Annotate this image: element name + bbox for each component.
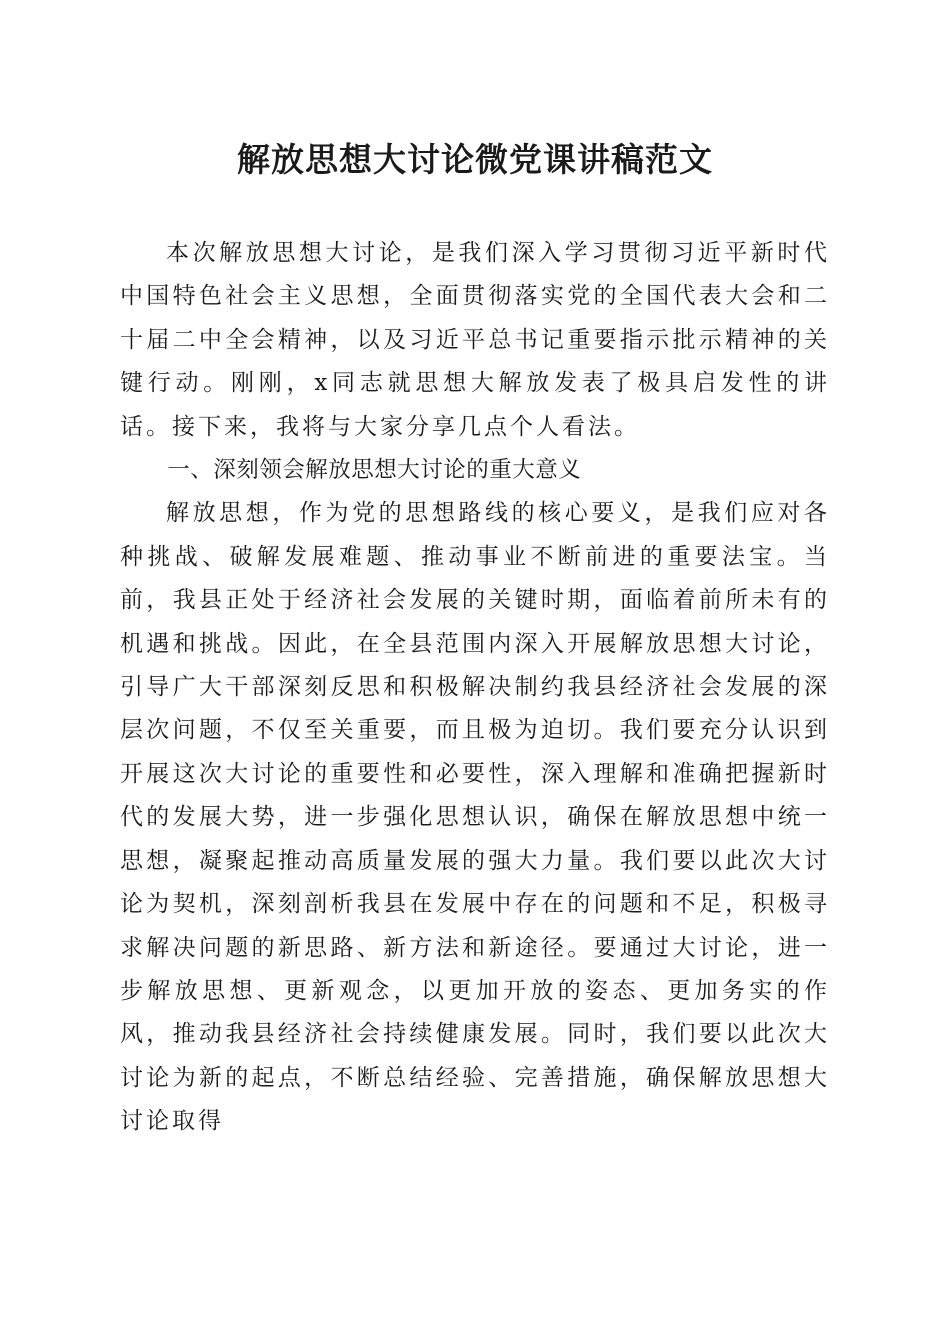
intro-paragraph: 本次解放思想大讨论，是我们深入学习贯彻习近平新时代中国特色社会主义思想，全面贯彻落实党的全国代表大会和二十届二中全会精神，以及习近平总书记重要指示批示精神的关键行动。刚刚，x同志就思想大解放发表了极具启发性的讲话。接下来，我将与大家分享几点个人看法。 bbox=[120, 240, 830, 440]
section-heading-1: 一、深刻领会解放思想大讨论的重大意义 bbox=[167, 457, 582, 484]
section-1-paragraph: 解放思想，作为党的思想路线的核心要义，是我们应对各种挑战、破解发展难题、推动事业不断前进的重要法宝。当前，我县正处于经济社会发展的关键时期，面临着前所未有的机遇和挑战。因此，在全县范围内深入开展解放思想大讨论，引导广大干部深刻反思和积极解决制约我县经济社会发展的深层次问题，不仅至关重要，而且极为迫切。我们要充分认识到开展这次大讨论的重要性和必要性，深入理解和准确把握新时代的发展大势，进一步强化思想认识，确保在解放思想中统一思想，凝聚起推动高质量发展的强大力量。我们要以此次大讨论为契机，深刻剖析我县在发展中存在的问题和不足，积极寻求解决问题的新思路、新方法和新途径。要通过大讨论，进一步解放思想、更新观念，以更加开放的姿态、更加务实的作风，推动我县经济社会持续健康发展。同时，我们要以此次大讨论为新的起点，不断总结经验、完善措施，确保解放思想大讨论取得 bbox=[120, 500, 830, 1135]
document-title: 解放思想大讨论微党课讲稿范文 bbox=[237, 140, 713, 179]
document-body bbox=[120, 232, 830, 1144]
